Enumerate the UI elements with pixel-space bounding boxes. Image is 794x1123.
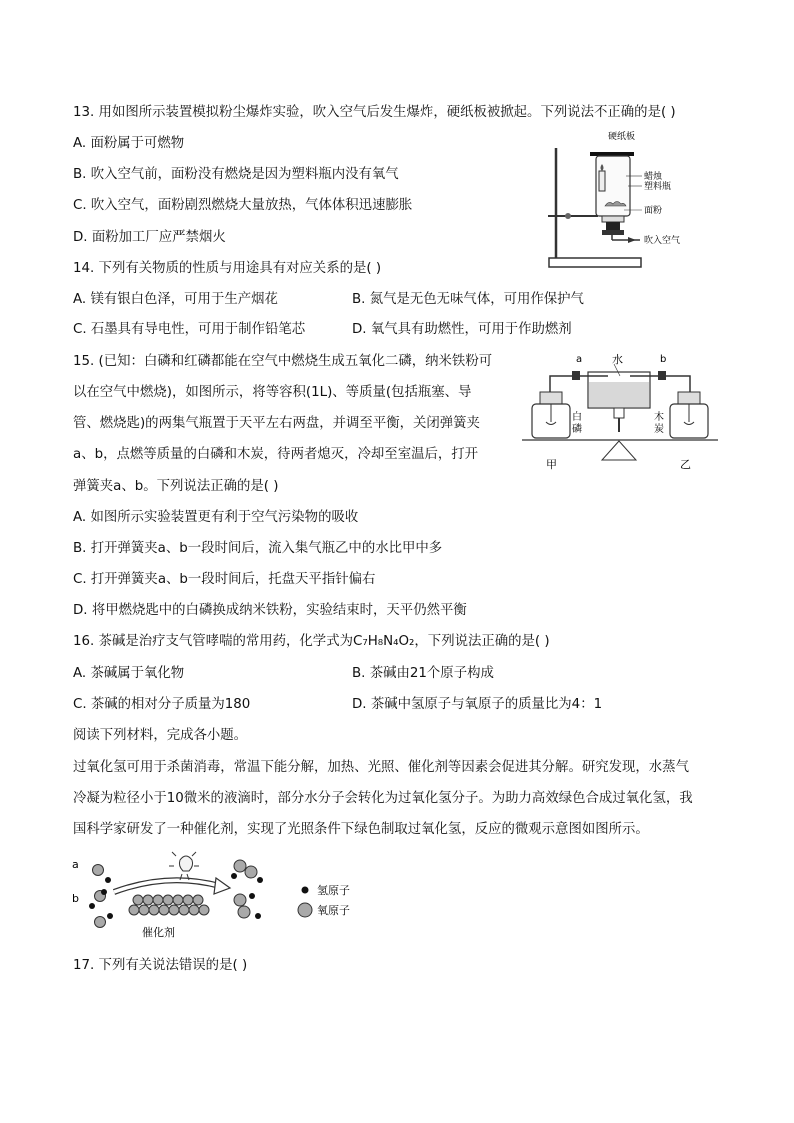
- reactant-o-1: [93, 865, 104, 876]
- material-line-2: 冷凝为粒径小于10微米的液滴时，部分水分子会转化为过氧化氢分子。为助力高效绿色合成过氧化氢，我: [73, 791, 693, 806]
- material-line-1: 过氧化氢可用于杀菌消毒，常温下能分解，加热、光照、催化剂等因素会促进其分解。研究发现，水蒸气: [73, 760, 689, 775]
- q13-option-d[interactable]: D. 面粉加工厂应严禁烟火: [73, 230, 226, 245]
- air-arrow-icon: [628, 237, 636, 243]
- spring-clip-b: [658, 371, 666, 380]
- light-bulb-icon: [169, 852, 199, 880]
- label-yi: 乙: [680, 458, 691, 471]
- material-line-3: 国科学家研发了一种催化剂，实现了光照条件下绿色制取过氧化氢，反应的微观示意图如图所示。: [73, 822, 649, 837]
- q16-option-d[interactable]: D. 茶碱中氢原子与氧原子的质量比为4：1: [352, 697, 603, 712]
- q13-option-b[interactable]: B. 吹入空气前，面粉没有燃烧是因为塑料瓶内没有氧气: [73, 167, 399, 182]
- label-a: a: [72, 858, 79, 871]
- q16-option-c[interactable]: C. 茶碱的相对分子质量为180: [73, 697, 251, 712]
- q14-option-d[interactable]: D. 氧气具有助燃性，可用于作助燃剂: [352, 322, 572, 337]
- product-o-3: [234, 894, 246, 906]
- rubber-bulb-top: [606, 222, 620, 230]
- label-board: 硬纸板: [608, 132, 636, 142]
- reaction-arrow-head-icon: [214, 878, 230, 894]
- q16-option-b[interactable]: B. 茶碱由21个原子构成: [352, 666, 494, 681]
- q17-stem: 17. 下列有关说法错误的是( ): [73, 958, 248, 973]
- label-jia: 甲: [546, 458, 557, 471]
- q15-option-d[interactable]: D. 将甲燃烧匙中的白磷换成纳米铁粉，实验结束时，天平仍然平衡: [73, 603, 467, 618]
- label-white-phosphorus-2: 磷: [572, 424, 582, 435]
- q16-stem: 16. 茶碱是治疗支气管哮喘的常用药，化学式为C₇H₈N₄O₂，下列说法正确的是( ): [73, 634, 550, 649]
- reactant-h-4: [107, 913, 113, 919]
- reactant-h-2: [89, 903, 95, 909]
- q15-stem-line-4: a、b，点燃等质量的白磷和木炭，待两者熄灭，冷却至室温后，打开: [73, 447, 479, 462]
- q15-stem-line-3: 管、燃烧匙)的两集气瓶置于天平左右两盘，并调至平衡，关闭弹簧夹: [73, 416, 480, 431]
- product-o-2: [245, 866, 257, 878]
- product-o-1: [234, 860, 246, 872]
- q15-stem-line-1: 15. (已知：白磷和红磷都能在空气中燃烧生成五氧化二磷，纳米铁粉可: [73, 354, 493, 369]
- q13-option-a[interactable]: A. 面粉属于可燃物: [73, 136, 185, 151]
- q14-option-b[interactable]: B. 氮气是无色无味气体，可用作保护气: [352, 292, 584, 307]
- legend-o-marker: [298, 903, 312, 917]
- catalyst-layer: [129, 895, 209, 915]
- stopper-right: [678, 392, 700, 404]
- reactant-h-3: [101, 889, 107, 895]
- q15-option-c[interactable]: C. 打开弹簧夹a、b一段时间后，托盘天平指针偏右: [73, 572, 376, 587]
- trough-water: [589, 382, 649, 407]
- balance-fulcrum: [602, 441, 636, 460]
- trough-stand: [614, 408, 624, 418]
- legend-h-label: 氢原子: [317, 884, 350, 897]
- label-charcoal-2: 炭: [654, 424, 664, 435]
- label-b: b: [72, 892, 79, 905]
- q14-stem: 14. 下列有关物质的性质与用途具有对应关系的是( ): [73, 261, 382, 276]
- q14-option-c[interactable]: C. 石墨具有导电性，可用于制作铅笔芯: [73, 322, 306, 337]
- reactant-h-1: [105, 877, 111, 883]
- rubber-bulb-bottom: [602, 230, 624, 235]
- legend-o-label: 氧原子: [317, 904, 350, 917]
- label-air: 吹入空气: [644, 236, 681, 246]
- label-catalyst: 催化剂: [142, 926, 175, 939]
- reaction-micro-diagram: [68, 850, 368, 942]
- product-h-1: [231, 873, 237, 879]
- label-candle: 蜡烛: [644, 172, 663, 182]
- spring-clip-a: [572, 371, 580, 380]
- dust-explosion-apparatus: [546, 126, 696, 271]
- q15-stem-line-2: 以在空气中燃烧)，如图所示，将等容积(1L)、等质量(包括瓶塞、导: [73, 385, 472, 400]
- candle: [599, 171, 605, 191]
- q15-stem-line-5: 弹簧夹a、b。下列说法正确的是( ): [73, 479, 279, 494]
- q16-option-a[interactable]: A. 茶碱属于氧化物: [73, 666, 185, 681]
- label-water: 水: [612, 353, 623, 366]
- q13-option-c[interactable]: C. 吹入空气，面粉剧烈燃烧大量放热，气体体积迅速膨胀: [73, 198, 413, 213]
- label-white-phosphorus-1: 白: [572, 412, 582, 423]
- material-intro: 阅读下列材料，完成各小题。: [73, 728, 248, 743]
- label-flour: 面粉: [644, 206, 663, 216]
- product-o-4: [238, 906, 250, 918]
- reaction-arrow-fill: [114, 880, 220, 892]
- stand-base: [549, 258, 641, 267]
- stopper-left: [540, 392, 562, 404]
- product-h-2: [257, 877, 263, 883]
- bottle-stopper: [602, 216, 624, 222]
- q15-option-a[interactable]: A. 如图所示实验装置更有利于空气污染物的吸收: [73, 510, 359, 525]
- label-bottle: 塑料瓶: [644, 182, 672, 192]
- product-h-3: [249, 893, 255, 899]
- balance-bottles-apparatus: [518, 350, 722, 472]
- label-clip-a: a: [576, 354, 583, 365]
- reactant-o-3: [95, 917, 106, 928]
- q13-stem: 13. 用如图所示装置模拟粉尘爆炸实验，吹入空气后发生爆炸，硬纸板被掀起。下列说法不正确的是( ): [73, 105, 676, 120]
- label-charcoal-1: 木: [654, 412, 664, 423]
- product-h-4: [255, 913, 261, 919]
- cardboard: [590, 152, 634, 156]
- q14-option-a[interactable]: A. 镁有银白色泽，可用于生产烟花: [73, 292, 278, 307]
- clamp-screw: [565, 213, 571, 219]
- q15-option-b[interactable]: B. 打开弹簧夹a、b一段时间后，流入集气瓶乙中的水比甲中多: [73, 541, 443, 556]
- legend-h-marker: [302, 887, 309, 894]
- label-clip-b: b: [660, 354, 667, 365]
